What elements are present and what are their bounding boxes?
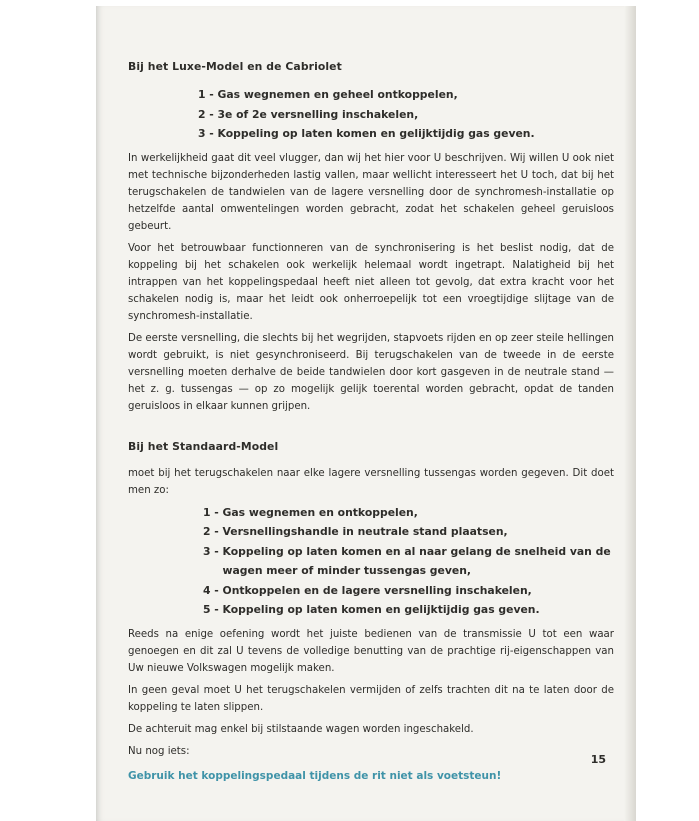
paragraph: Nu nog iets: [128, 745, 190, 757]
paragraph: De eerste versnelling, die slechts bij het wegrijden, stapvoets rijden en op zeer steile hellingen wordt gebruikt, is niet gesynchroniseerd. Bij terugschakelen van de tweede in de eerste versnelling moeten derhalve de beide tandwielen door kort gasgeven in de neutrale stand — het z. g. tussengas — op zo mogelijk gelijk toerental worden gebracht, opdat de tanden geruisloos in elkaar kunnen grijpen. [128, 332, 614, 412]
standaard-step [203, 581, 614, 601]
paragraph: In geen geval moet U het terugschakelen vermijden of zelfs trachten dit na te laten door de koppeling te laten slippen. [128, 684, 614, 713]
step-text: Gas wegnemen en ontkoppelen, [222, 505, 418, 519]
luxe-step: 2 - 3e of 2e versnelling inschakelen, [198, 107, 419, 121]
luxe-steps-list [198, 85, 614, 144]
luxe-step: 1 - Gas wegnemen en geheel ontkoppelen, [198, 88, 458, 101]
standaard-step [203, 522, 614, 542]
standaard-steps-list [203, 503, 614, 620]
step-number: 1 - [203, 505, 223, 519]
section-heading-luxe: Bij het Luxe-Model en de Cabriolet [128, 60, 342, 73]
step-text: Koppeling op laten komen en gelijktijdig gas geven. [222, 603, 540, 616]
standaard-step [203, 542, 614, 581]
step-number: 3 - [203, 544, 223, 558]
page-content [128, 58, 614, 785]
tip-note: Gebruik het koppelingspedaal tijdens de rit niet als voetsteun! [128, 769, 502, 782]
paragraph: moet bij het terugschakelen naar elke lagere versnelling tussengas worden gegeven. Dit doet men zo: [128, 467, 614, 496]
step-number: 2 - [203, 525, 223, 538]
step-text: Ontkoppelen en de lagere versnelling inschakelen, [222, 583, 532, 597]
paragraph: De achteruit mag enkel bij stilstaande wagen worden ingeschakeld. [128, 723, 474, 735]
step-text: Koppeling op laten komen en al naar gelang de snelheid van de wagen meer of minder tussengas geven, [222, 544, 611, 577]
paragraph: Voor het betrouwbaar functionneren van de synchronisering is het beslist nodig, dat de koppeling bij het schakelen ook werkelijk helemaal wordt ingetrapt. Nalatigheid bij het intrappen van het koppelingspedaal heeft niet alleen tot gevolg, dat extra kracht voor het schakelen nodig is, maar het leidt ook onherroepelijk tot een vroegtijdige slijtage van de synchromesh-installatie. [128, 242, 614, 322]
page-spine-shadow [624, 6, 636, 821]
step-number: 5 - [203, 603, 223, 616]
step-number: 4 - [203, 583, 223, 597]
paragraph: Reeds na enige oefening wordt het juiste bedienen van de transmissie U tot een waar genoegen en dit zal U tevens de volledige benutting van de prachtige rij-eigenschappen van Uw nieuwe Volkswagen mogelijk maken. [128, 628, 614, 674]
book-page [96, 6, 636, 821]
standaard-step [203, 503, 614, 523]
luxe-step: 3 - Koppeling op laten komen en gelijktijdig gas geven. [198, 127, 535, 140]
paragraph: In werkelijkheid gaat dit veel vlugger, dan wij het hier voor U beschrijven. Wij willen U ook niet met technische bijzonderheden lastig vallen, maar wellicht interesseert het U toch, dat bij het terugschakelen de tandwielen van de lagere versnelling door de synchromesh-installatie op hetzelfde aantal omwentelingen worden gebracht, zodat het schakelen geheel geruisloos gebeurt. [128, 152, 614, 232]
page-number: 15 [590, 753, 606, 766]
step-text: Versnellingshandle in neutrale stand plaatsen, [222, 525, 508, 538]
standaard-step [203, 600, 614, 620]
section-heading-standaard: Bij het Standaard-Model [128, 439, 279, 453]
